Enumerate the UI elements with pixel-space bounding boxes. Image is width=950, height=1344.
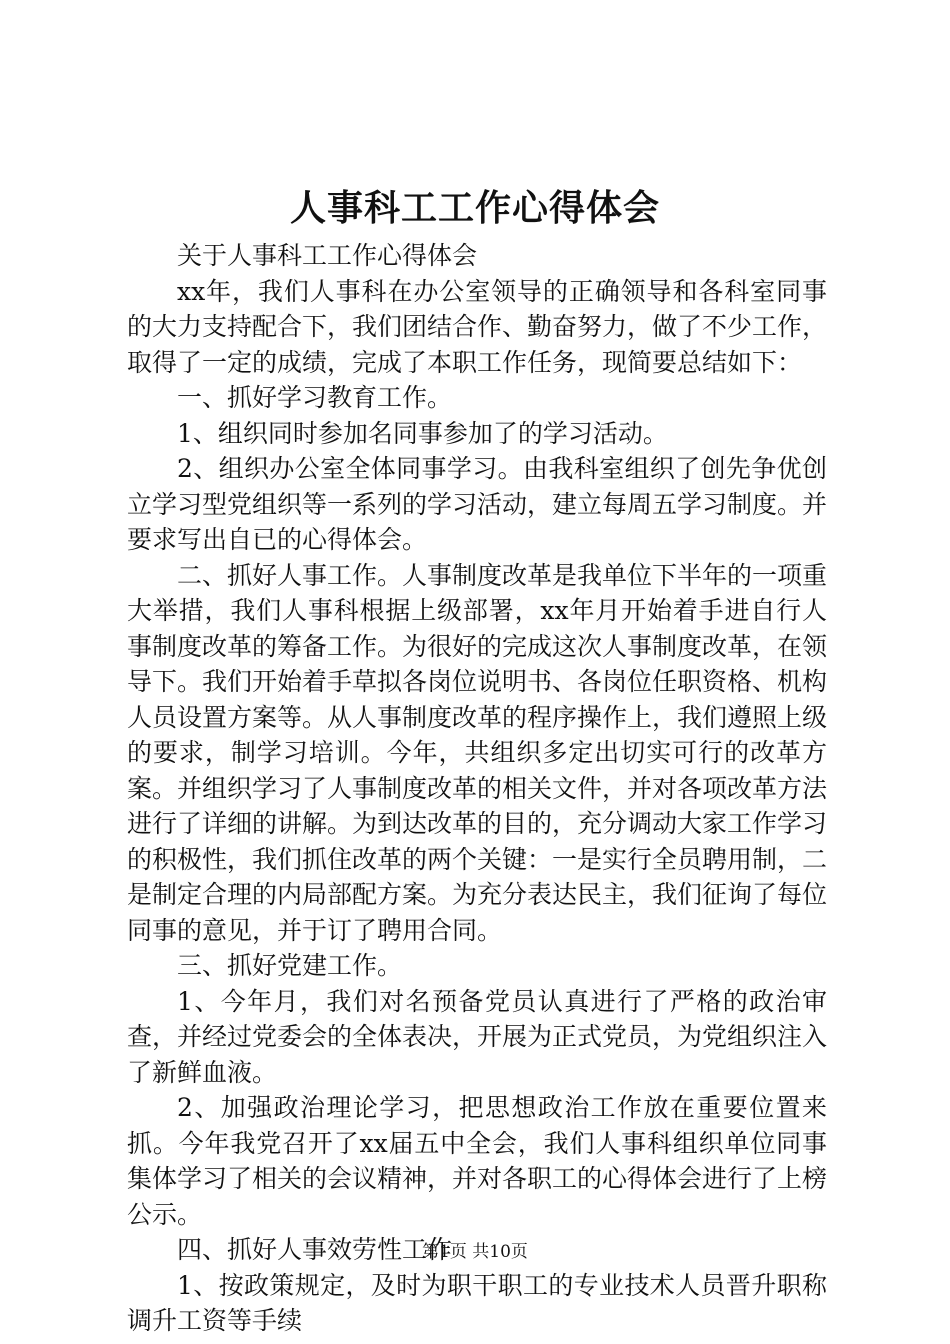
paragraph: 关于人事科工工作心得体会 bbox=[177, 241, 478, 270]
paragraph: 二、抓好人事工作。人事制度改革是我单位下半年的一项重大举措，我们人事科根据上级部署，xx年月开始着手进自行人事制度改革的筹备工作。为很好的完成这次人事制度改革，在领导下。我们开始着手草拟各岗位说明书、各岗位任职资格、机构人员设置方案等。从人事制度改革的程序操作上，我们遵照上级的要求，制学习培训。今年，共组织多定出切实可行的改革方案。并组织学习了人事制度改革的相关文件，并对各项改革方法进行了详细的讲解。为到达改革的目的，充分调动大家工作学习的积极性，我们抓住改革的两个关键：一是实行全员聘用制，二是制定合理的内局部配方案。为充分表达民主，我们征询了每位同事的意见，并于订了聘用合同。 bbox=[127, 560, 828, 945]
paragraph: 1、今年月，我们对名预备党员认真进行了严格的政治审查，并经过党委会的全体表决，开展为正式党员，为党组织注入了新鲜血液。 bbox=[127, 986, 828, 1087]
paragraph: 1、组织同时参加名同事参加了的学习活动。 bbox=[177, 418, 668, 448]
paragraph: 2、加强政治理论学习，把思想政治工作放在重要位置来抓。今年我党召开了xx届五中全会，我们人事科组织单位同事集体学习了相关的会议精神，并对各职工的心得体会进行了上榜公示。 bbox=[127, 1093, 828, 1229]
page-number-footer: 第1页 共10页 bbox=[422, 1242, 528, 1262]
section-heading: 三、抓好党建工作。 bbox=[177, 951, 403, 980]
document-title: 人事科工工作心得体会 bbox=[289, 187, 660, 229]
section-heading: 一、抓好学习教育工作。 bbox=[177, 383, 453, 412]
paragraph: 2、组织办公室全体同事学习。由我科室组织了创先争优创立学习型党组织等一系列的学习活动，建立每周五学习制度。并要求写出自已的心得体会。 bbox=[127, 454, 828, 554]
paragraph: xx年，我们人事科在办公室领导的正确领导和各科室同事的大力支持配合下，我们团结合作、勤奋努力，做了不少工作，取得了一定的成绩，完成了本职工作任务，现简要总结如下： bbox=[127, 276, 828, 377]
document-body bbox=[127, 238, 827, 1339]
paragraph: 1、按政策规定，及时为职干职工的专业技术人员晋升职称调升工资等手续 bbox=[127, 1270, 827, 1335]
section-heading: 四、抓好人事效劳性工作 bbox=[177, 1235, 453, 1264]
